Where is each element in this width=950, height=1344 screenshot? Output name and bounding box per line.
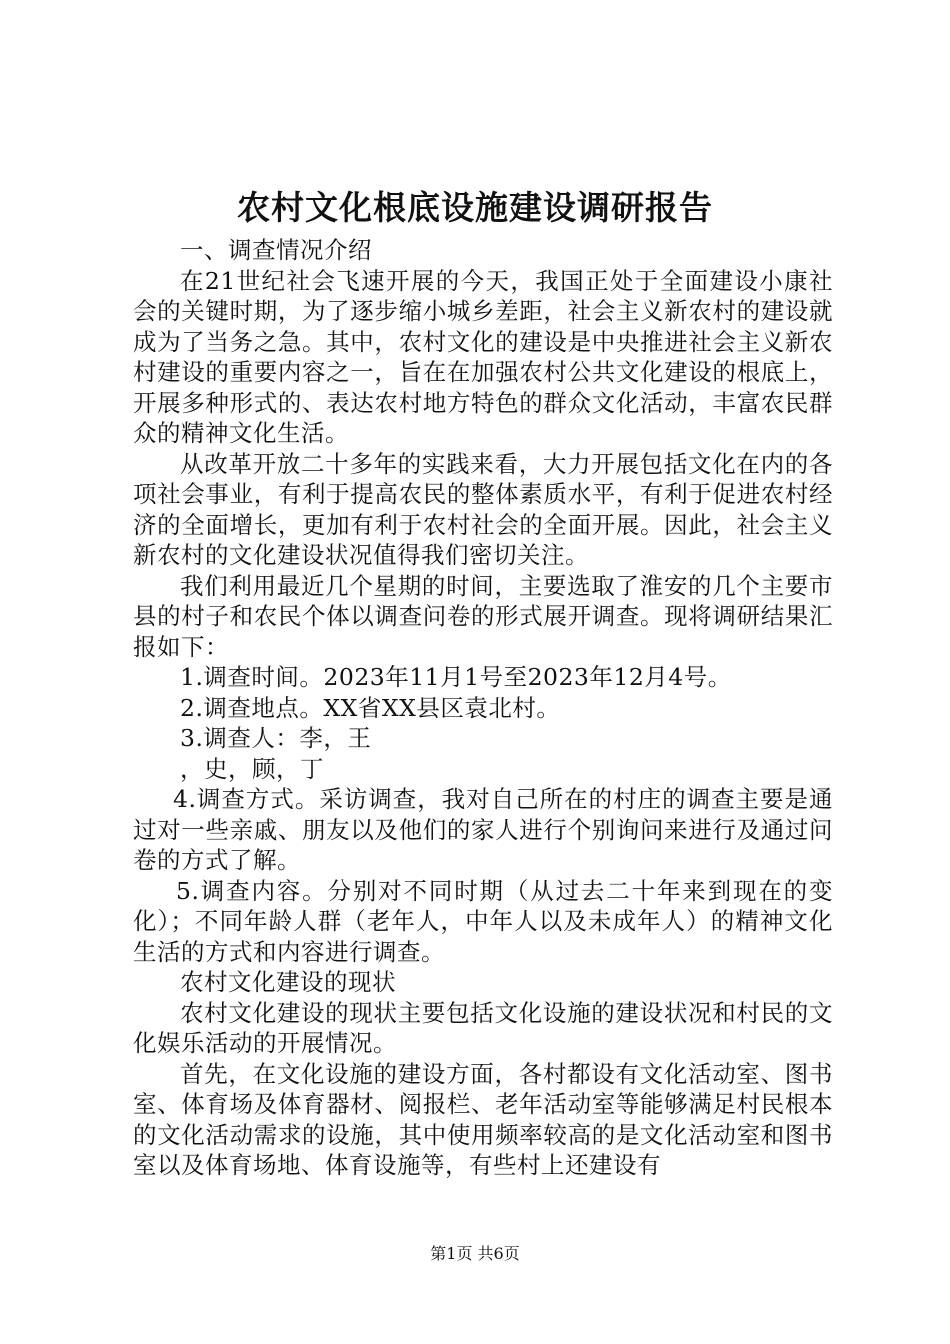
section-heading-survey-intro: 一、调查情况介绍 xyxy=(180,236,372,264)
page-footer: 第1页 共6页 xyxy=(430,1244,520,1263)
paragraph-significance: 从改革开放二十多年的实践来看，大力开展包括文化在内的各项社会事业，有利于提高农民的整体素质水平，有利于促进农村经济的全面增长，更加有利于农村社会的全面开展。因此，社会主义新农村的文化建设状况值得我们密切关注。 xyxy=(133,449,833,569)
list-item-survey-content: 5.调查内容。分别对不同时期（从过去二十年来到现在的变化）；不同年龄人群（老年人，中年人以及未成年人）的精神文化生活的方式和内容进行调查。 xyxy=(133,876,833,966)
paragraph-status-overview: 农村文化建设的现状主要包括文化设施的建设状况和村民的文化娱乐活动的开展情况。 xyxy=(133,998,833,1057)
list-item-surveyors-continued: ，史，顾，丁 xyxy=(180,754,324,783)
list-item-survey-time: 1.调查时间。2023年11月1号至2023年12月4号。 xyxy=(180,663,732,691)
paragraph-background: 在21世纪社会飞速开展的今天，我国正处于全面建设小康社会的关键时期，为了逐步缩小城乡差距，社会主义新农村的建设就成为了当务之急。其中，农村文化的建设是中央推进社会主义新农村建设的重要内容之一，旨在在加强农村公共文化建设的根底上，开展多种形式的、表达农村地方特色的群众文化活动，丰富农民群众的精神文化生活。 xyxy=(133,266,833,447)
list-item-survey-location: 2.调查地点。XX省XX县区袁北村。 xyxy=(180,693,561,722)
document-body xyxy=(133,235,833,1181)
list-item-surveyors: 3.调查人：李，王 xyxy=(180,724,372,752)
page-title: 农村文化根底设施建设调研报告 xyxy=(237,188,713,227)
paragraph-facilities: 首先，在文化设施的建设方面，各村都设有文化活动室、图书室、体育场及体育器材、阅报栏、老年活动室等能够满足村民根本的文化活动需求的设施，其中使用频率较高的是文化活动室和图书室以及体育场地、体育设施等，有些村上还建设有 xyxy=(133,1059,833,1179)
section-heading-current-status: 农村文化建设的现状 xyxy=(180,968,396,996)
list-item-survey-method: 4.调查方式。采访调查，我对自己所在的村庄的调查主要是通过对一些亲戚、朋友以及他们的家人进行个别询问来进行及通过问卷的方式了解。 xyxy=(133,785,833,874)
paragraph-method-intro: 我们利用最近几个星期的时间，主要选取了淮安的几个主要市县的村子和农民个体以调查问卷的形式展开调查。现将调研结果汇报如下： xyxy=(133,571,833,661)
